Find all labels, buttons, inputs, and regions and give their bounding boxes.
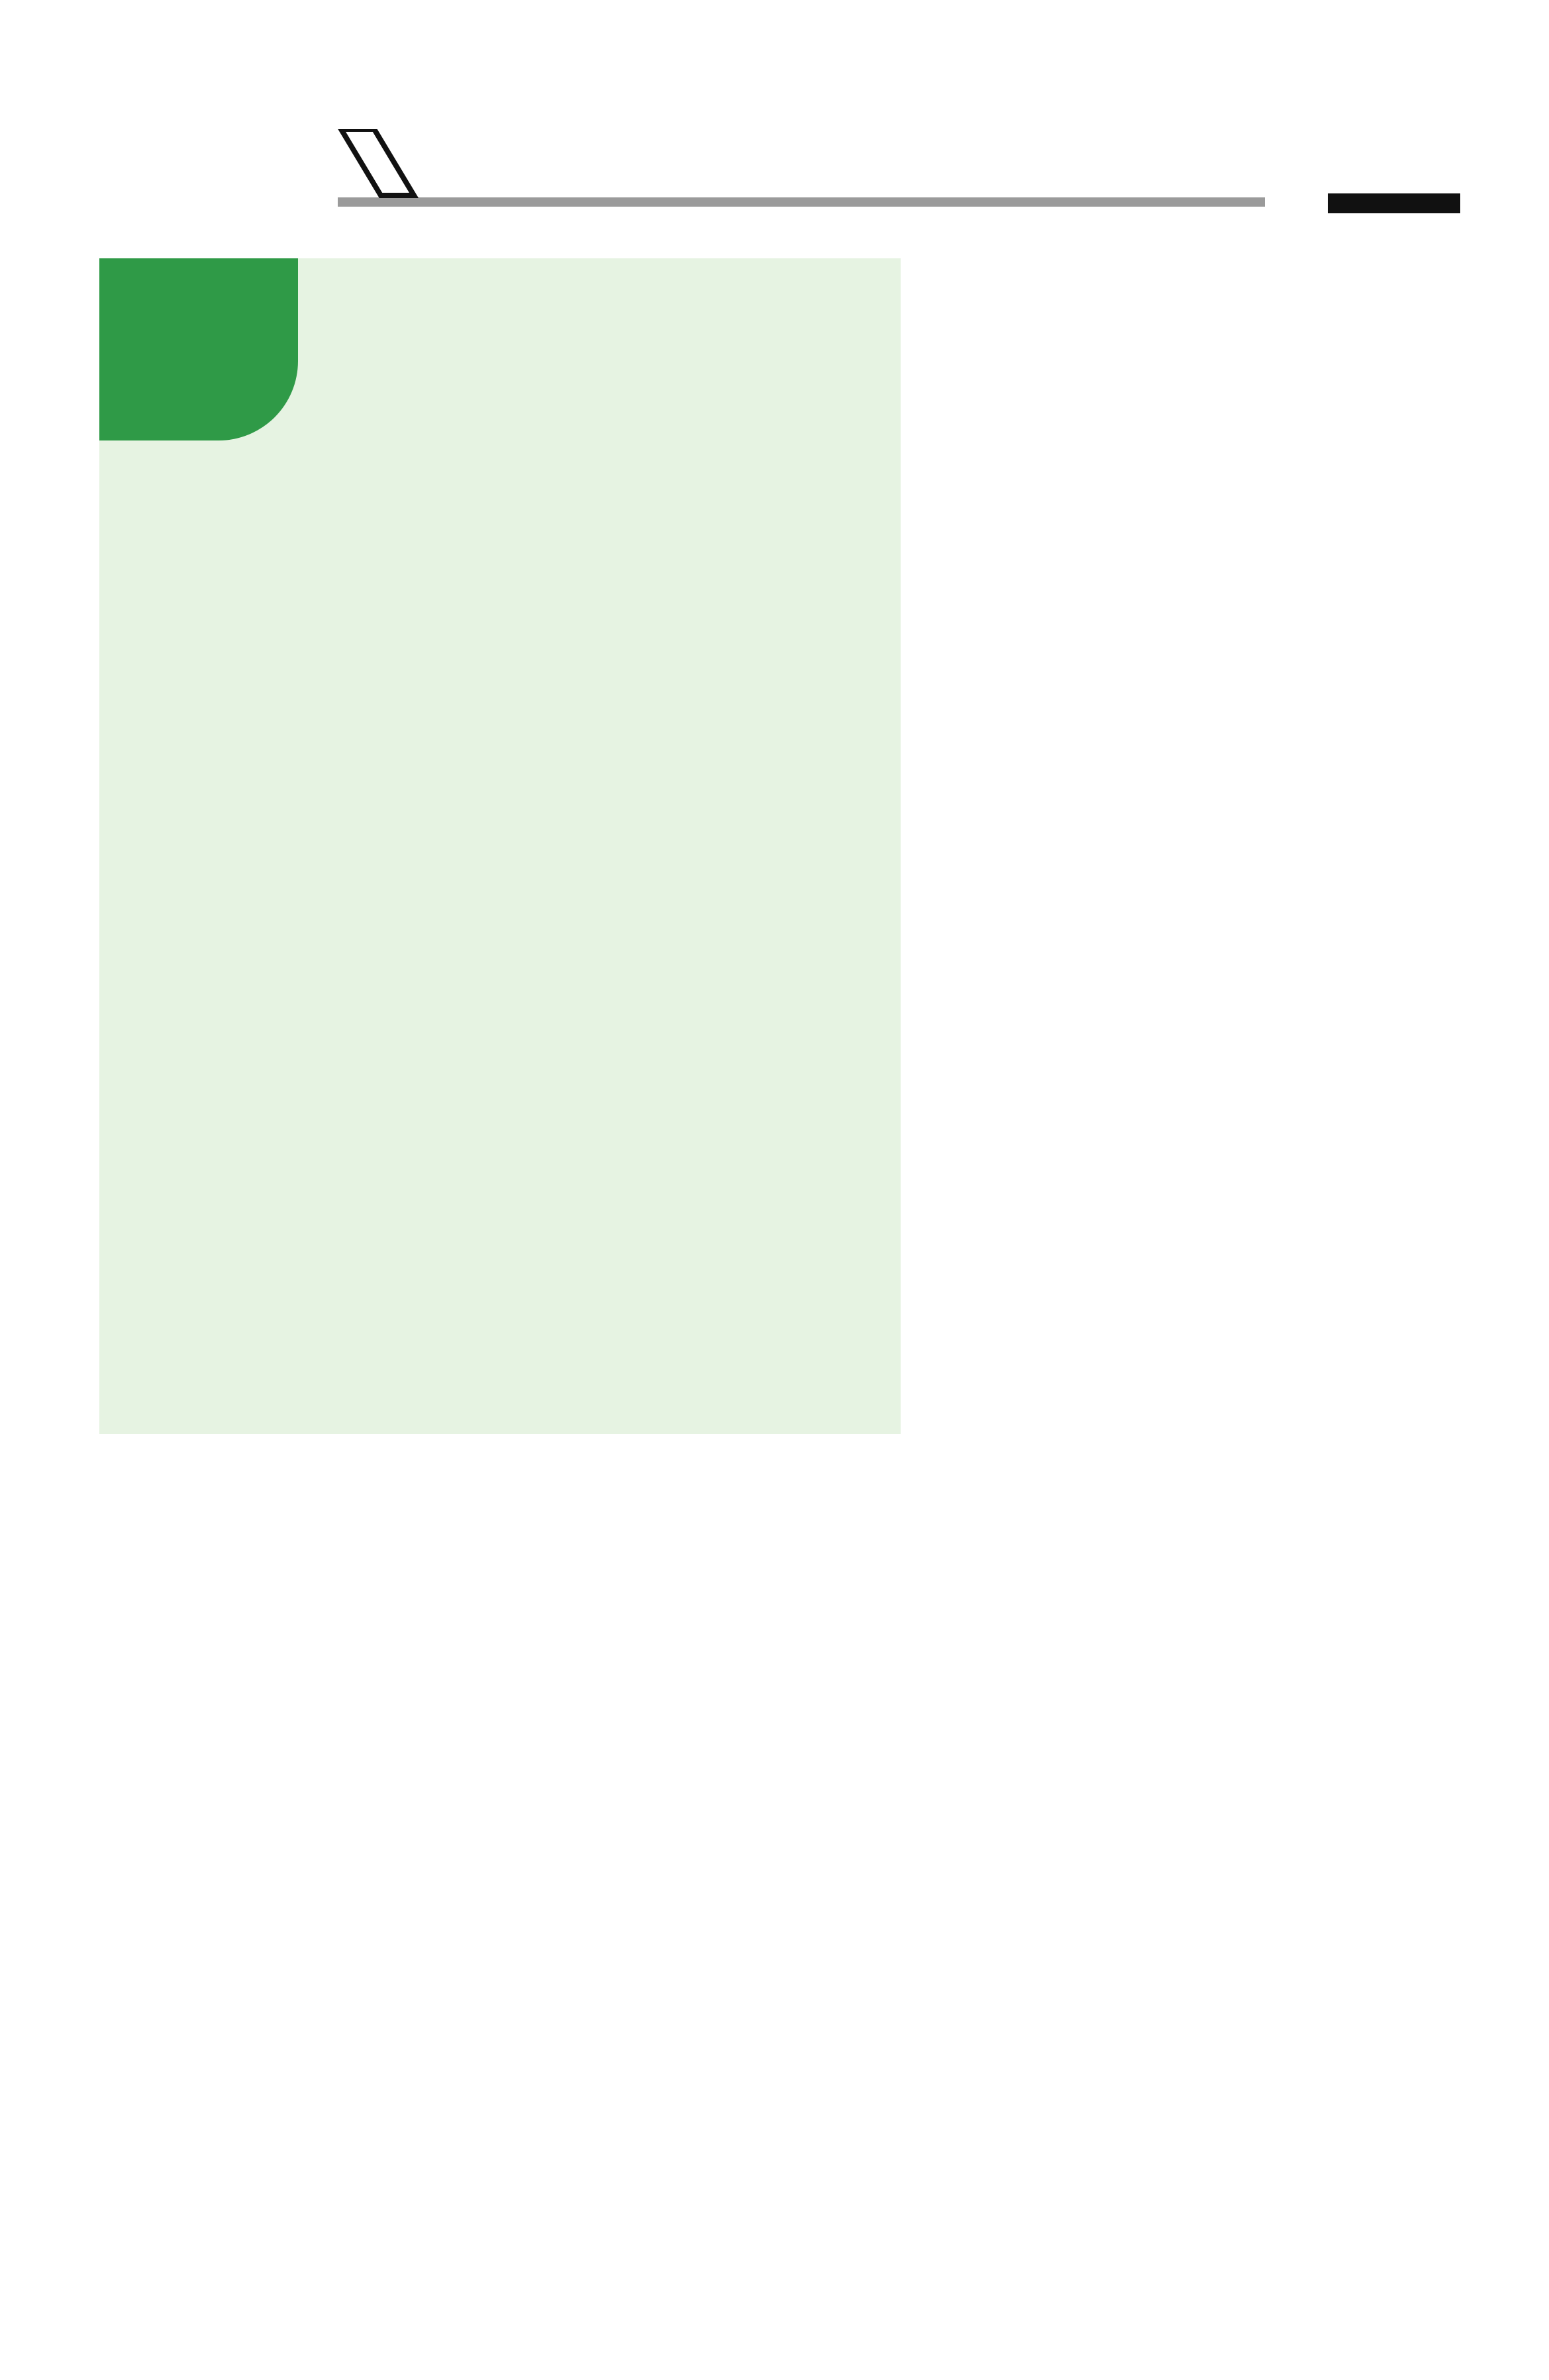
logo-underbar xyxy=(1328,193,1460,213)
page-number-badge xyxy=(334,129,421,205)
section-tag-box xyxy=(99,258,298,440)
header-rule xyxy=(338,197,1265,207)
